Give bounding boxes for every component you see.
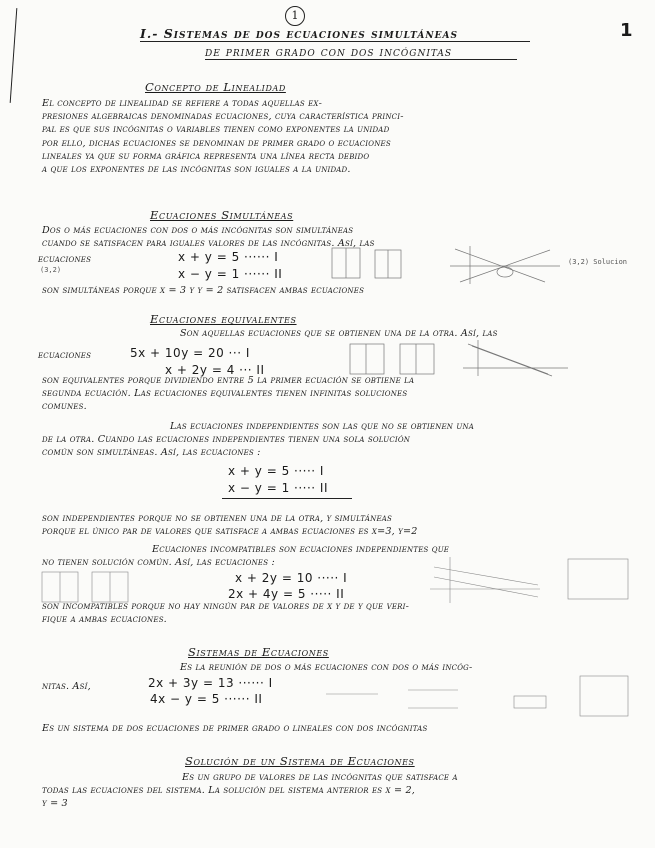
equation-independientes-1: x + y = 5 ····· I: [228, 464, 324, 478]
pencil-sketch-incompatibles-graph: [420, 555, 640, 605]
equation-sistema-2: 4x − y = 5 ······ II: [150, 692, 263, 706]
equation-underline: [222, 498, 352, 499]
paragraph-simultaneas-intro: Dos o más ecuaciones con dos o más incógnitas son simultáneas cuando se satisfacen para iguales valores de las incógnitas. Así, las: [42, 225, 375, 250]
heading-linealidad: Concepto de Linealidad: [145, 80, 286, 94]
pencil-note-point: (3,2): [40, 266, 62, 274]
pencil-sketch-sistemas-work: [318, 672, 638, 722]
equation-incompatibles-1: x + 2y = 10 ····· I: [235, 571, 348, 585]
page-number: 1: [620, 20, 633, 41]
paragraph-independientes-conclusion: son independientes porque no se obtienen una de la otra, y simultáneas porque el único par de valores que satisface a ambas ecuaciones es x=3, y=2: [42, 513, 418, 538]
equation-simultaneas-2: x − y = 1 ······ II: [178, 267, 283, 281]
equation-incompatibles-2: 2x + 4y = 5 ····· II: [228, 587, 345, 601]
title-underline-1: [140, 41, 530, 42]
paragraph-linealidad: El concepto de linealidad se refiere a todas aquellas ex- presiones algebraicas denominadas ecuaciones, cuya característica princi- pal es que sus incógnitas o variables tienen como exponentes la unidad por ello, dichas ecuaciones se denominan de primer grado o ecuaciones lineales ya que su forma gráfica representa una línea recta debido a que los exponentes de las incógnitas son iguales a la unidad.: [42, 98, 404, 176]
paragraph-incompatibles-intro: Ecuaciones incompatibles son ecuaciones independientes que no tienen solución común. Así, las ecuaciones :: [42, 544, 450, 569]
margin-pen-stroke: [10, 8, 18, 103]
circled-number: 1: [285, 6, 305, 26]
main-title-line2: de primer grado con dos incógnitas: [205, 44, 453, 59]
pencil-sketch-simultaneas: [330, 244, 630, 286]
paragraph-sistemas-intro: Es la reunión de dos o más ecuaciones con dos o más incóg-: [180, 662, 473, 673]
main-title-line1: I.- Sistemas de dos ecuaciones simultáneas: [140, 26, 458, 41]
heading-simultaneas: Ecuaciones Simultáneas: [150, 208, 294, 222]
label-nitas-asi: nitas. Así,: [42, 681, 91, 692]
pencil-sketch-equivalentes: [348, 338, 628, 378]
equation-equivalentes-1: 5x + 10y = 20 ··· I: [130, 346, 250, 360]
pencil-graph-note: (3,2) Solucion: [568, 258, 628, 266]
paragraph-equivalentes-conclusion: son equivalentes porque dividiendo entre 5 la primer ecuación se obtiene la segunda ecuación. Las ecuaciones equivalentes tienen infinitas soluciones comunes.: [42, 375, 415, 413]
equation-sistema-1: 2x + 3y = 13 ······ I: [148, 676, 273, 690]
paragraph-incompatibles-conclusion: son incompatibles porque no hay ningún par de valores de x y de y que veri- fique a ambas ecuaciones.: [42, 601, 410, 626]
equation-equivalentes-2: x + 2y = 4 ··· II: [165, 363, 265, 377]
paragraph-sistemas-conclusion: Es un sistema de dos ecuaciones de primer grado o lineales con dos incógnitas: [42, 723, 428, 734]
heading-sistemas: Sistemas de Ecuaciones: [188, 645, 329, 659]
paragraph-equivalentes-intro: Son aquellas ecuaciones que se obtienen una de la otra. Así, las: [180, 328, 498, 339]
heading-equivalentes: Ecuaciones equivalentes: [150, 312, 297, 326]
label-ecuaciones-1: ecuaciones: [38, 254, 92, 265]
paragraph-solucion: Es un grupo de valores de las incógnitas que satisface a todas las ecuaciones del sistema. La solución del sistema anterior es x = 2, y = 3: [42, 772, 458, 810]
title-underline-2: [205, 59, 517, 60]
paragraph-simultaneas-conclusion: son simultáneas porque x = 3 y y = 2 satisfacen ambas ecuaciones: [42, 285, 365, 296]
heading-solucion: Solución de un Sistema de Ecuaciones: [185, 754, 415, 768]
equation-simultaneas-1: x + y = 5 ······ I: [178, 250, 279, 264]
paragraph-independientes-intro: Las ecuaciones independientes son las que no se obtienen una de la otra. Cuando las ecuaciones independientes tienen una sola solución común son simultáneas. Así, las ecuaciones :: [42, 421, 475, 459]
equation-independientes-2: x − y = 1 ····· II: [228, 481, 328, 495]
label-ecuaciones-2: ecuaciones: [38, 350, 92, 361]
